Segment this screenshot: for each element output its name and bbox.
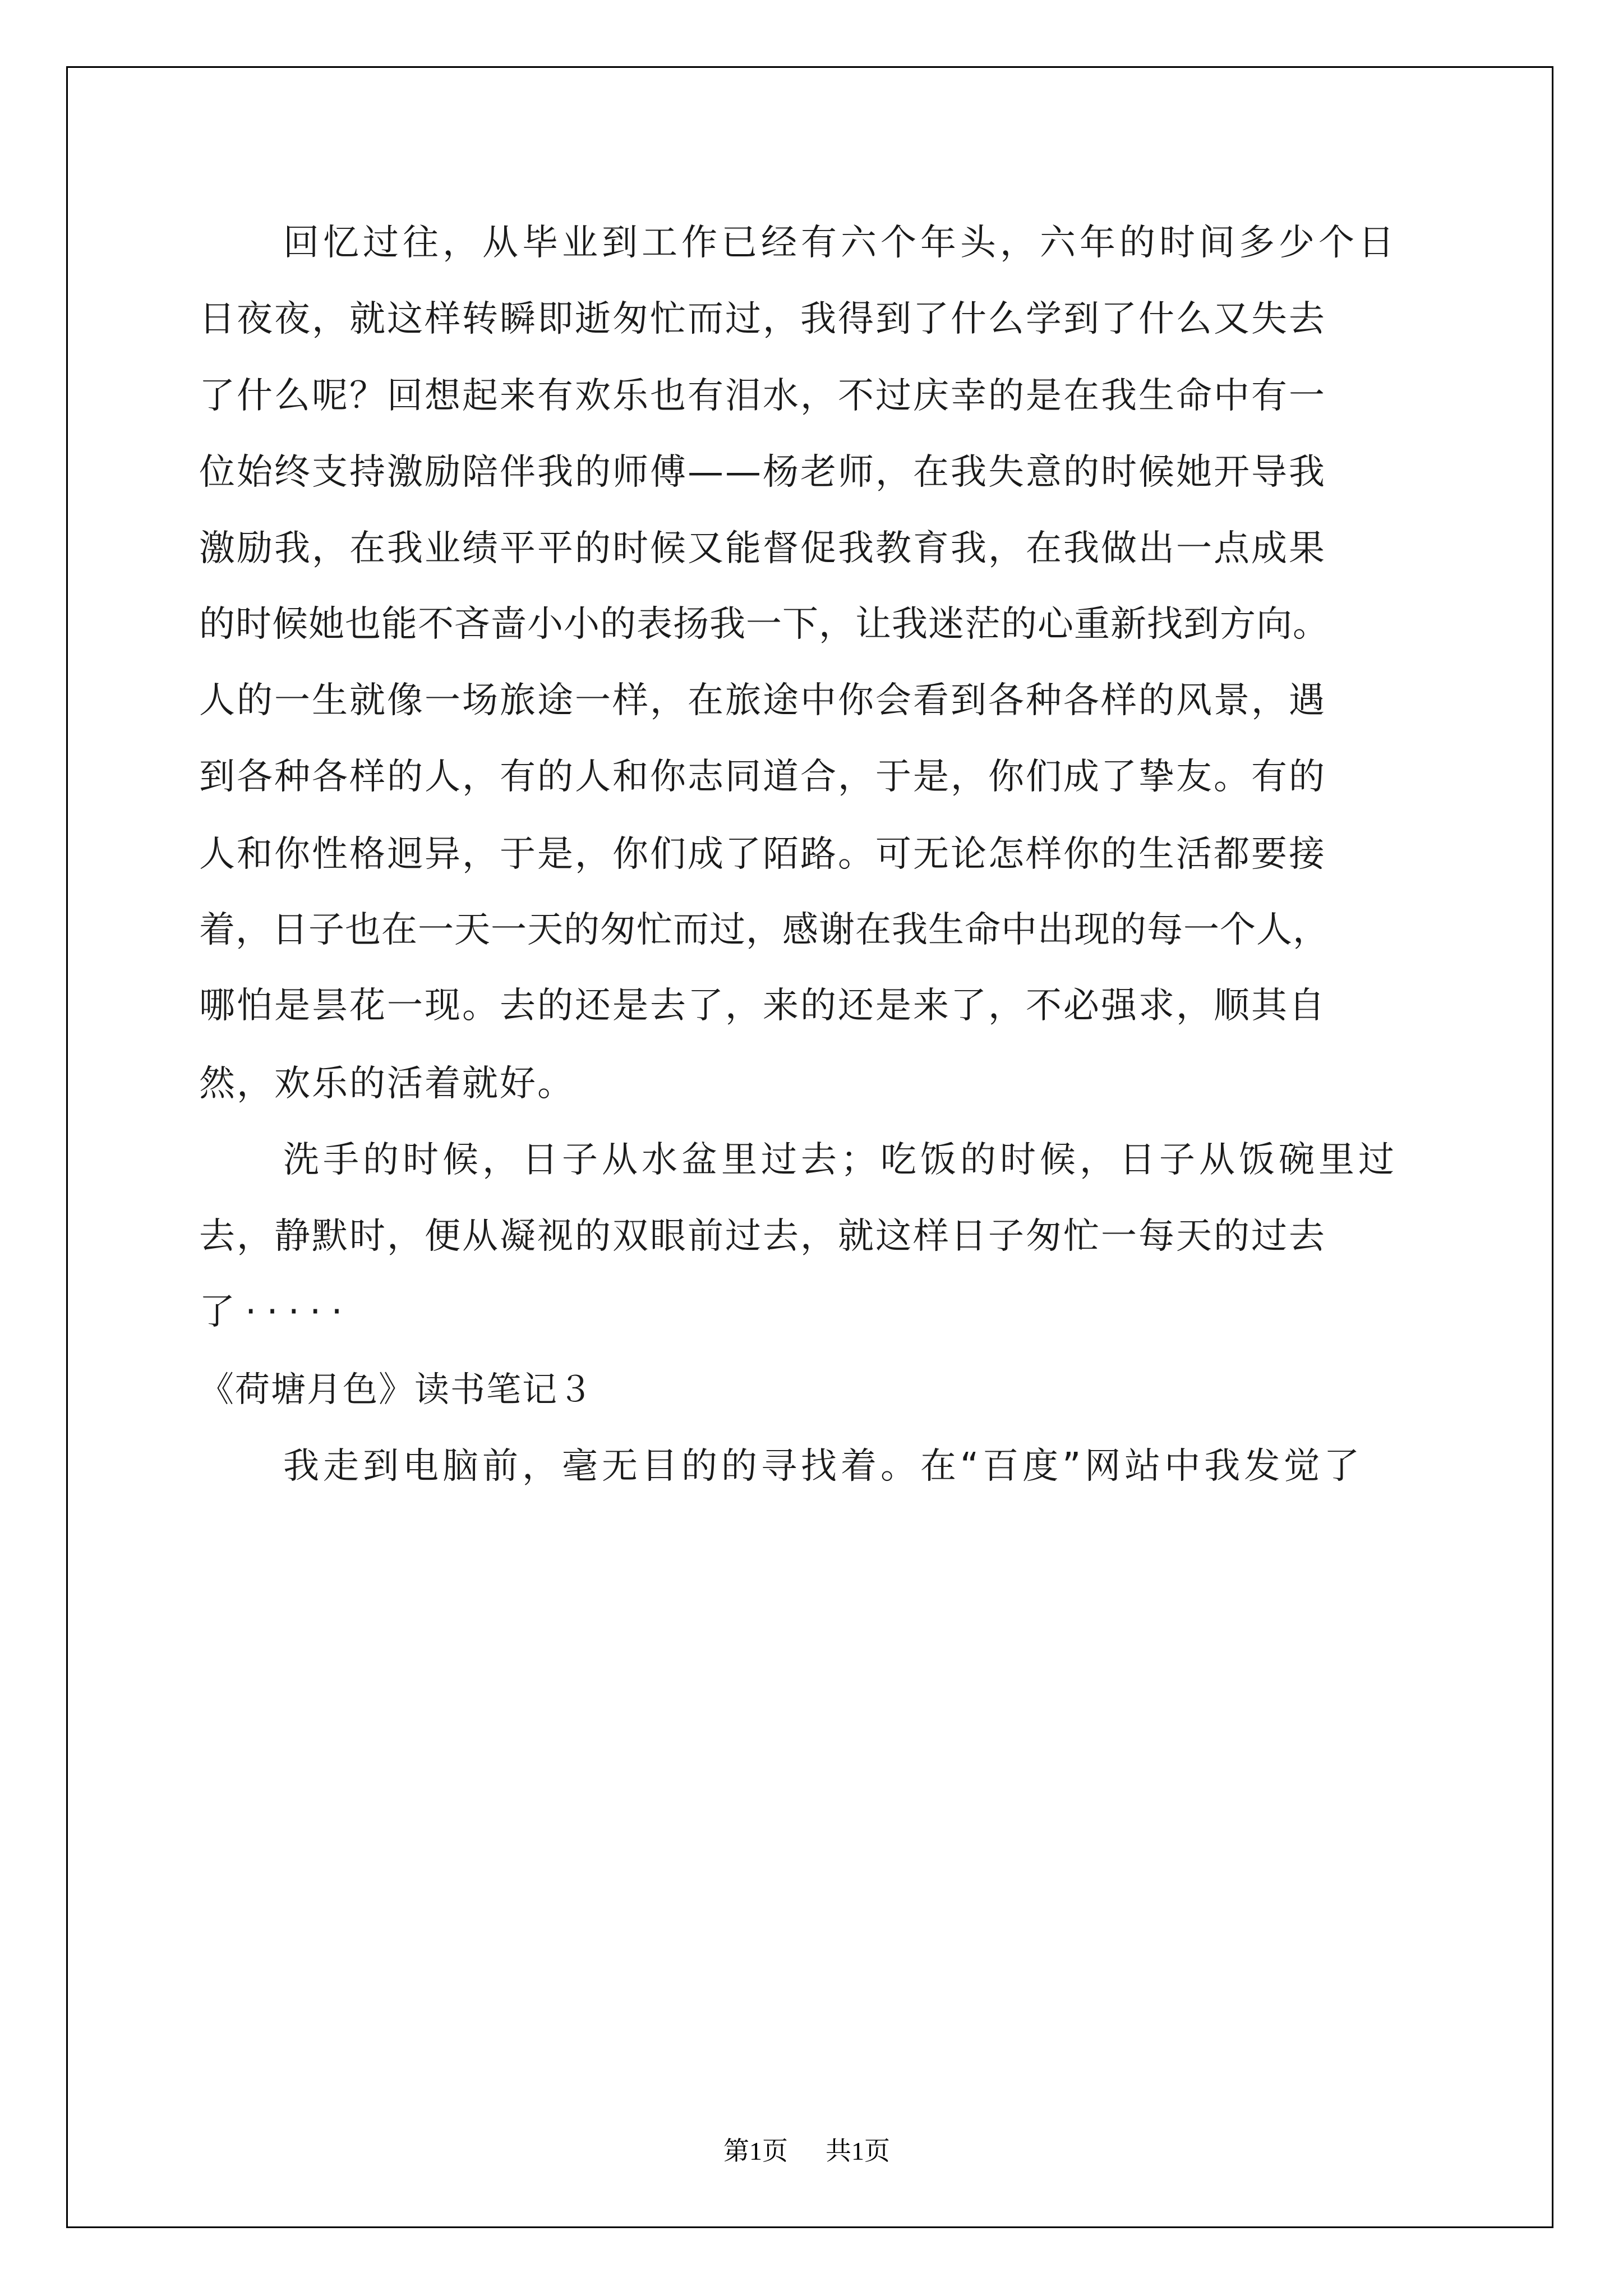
paragraph-line: 了·····: [199, 1291, 353, 1333]
paragraph-line: 激励我，在我业绩平平的时候又能督促我教育我，在我做出一点成果: [199, 528, 1326, 569]
paragraph-line: 了什么呢？回想起来有欢乐也有泪水，不过庆幸的是在我生命中有一: [199, 375, 1326, 417]
paragraph-line: 人和你性格迥异，于是，你们成了陌路。可无论怎样你的生活都要接: [199, 834, 1326, 875]
section-heading: 《荷塘月色》读书笔记３: [199, 1369, 594, 1410]
page-total: 共1页: [826, 2137, 890, 2165]
paragraph-line: 洗手的时候，日子从水盆里过去；吃饭的时候，日子从饭碗里过: [283, 1139, 1398, 1181]
paragraph-line: 位始终支持激励陪伴我的师傅——杨老师，在我失意的时候她开导我: [199, 452, 1326, 493]
paragraph-line: 到各种各样的人，有的人和你志同道合，于是，你们成了挚友。有的: [199, 756, 1326, 798]
paragraph-line: 着，日子也在一天一天的匆忙而过，感谢在我生命中出现的每一个人，: [199, 909, 1329, 951]
paragraph-line: 的时候她也能不吝啬小小的表扬我一下，让我迷茫的心重新找到方向。: [199, 604, 1329, 645]
page-number: 第1页: [723, 2137, 788, 2165]
paragraph-line: 日夜夜，就这样转瞬即逝匆忙而过，我得到了什么学到了什么又失去: [199, 298, 1326, 340]
page-footer: [723, 2134, 890, 2168]
paragraph-line: 去，静默时，便从凝视的双眼前过去，就这样日子匆忙一每天的过去: [199, 1216, 1326, 1257]
paragraph-line: 然，欢乐的活着就好。: [199, 1063, 575, 1105]
paragraph-line: 我走到电脑前，毫无目的的寻找着。在“百度”网站中我发觉了: [283, 1446, 1364, 1487]
paragraph-line: 回忆过往，从毕业到工作已经有六个年头，六年的时间多少个日: [283, 222, 1398, 264]
paragraph-line: 哪怕是昙花一现。去的还是去了，来的还是来了，不必强求，顺其自: [199, 985, 1326, 1027]
paragraph-line: 人的一生就像一场旅途一样，在旅途中你会看到各种各样的风景，遇: [199, 680, 1326, 721]
